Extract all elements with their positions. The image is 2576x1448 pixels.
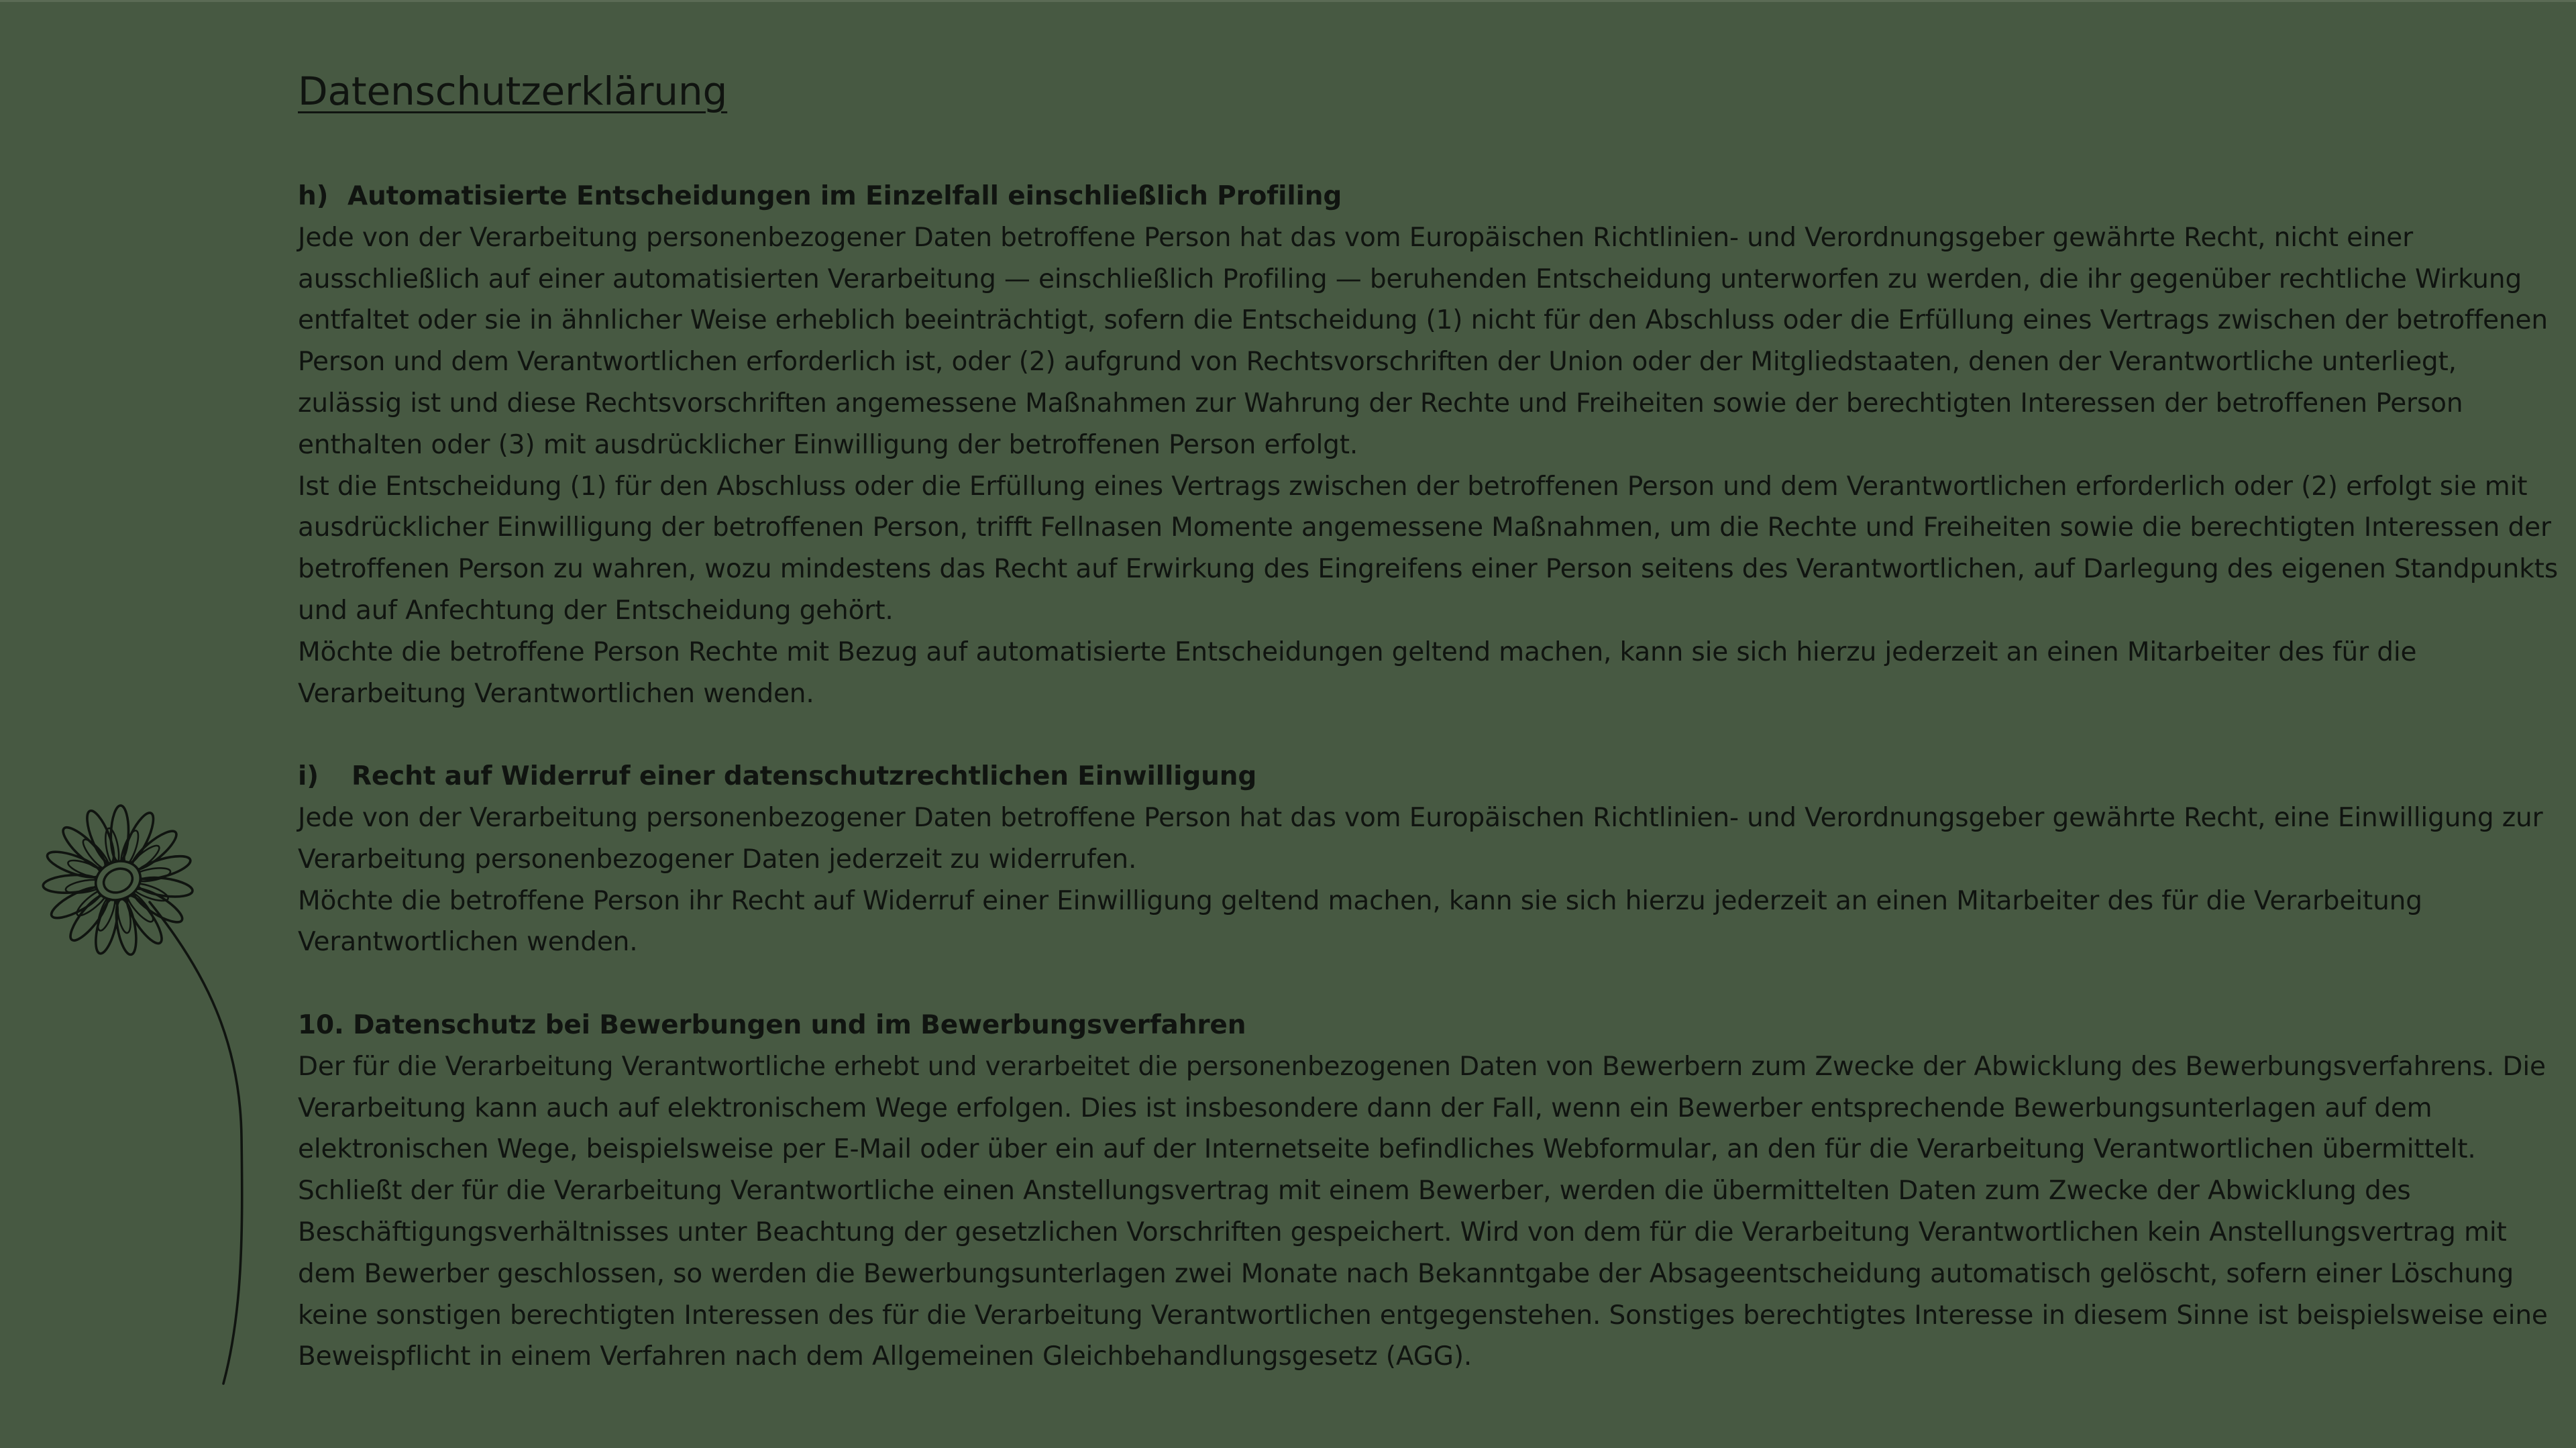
daisy-flower-icon — [39, 801, 254, 1392]
section-heading-text: Automatisierte Entscheidungen im Einzelfall einschließlich Profiling — [347, 181, 1342, 211]
section-heading: 10. Datenschutz bei Bewerbungen und im Bewerbungsverfahren — [298, 1009, 1246, 1040]
section-heading — [298, 176, 2565, 217]
section-automated-decisions — [298, 176, 2565, 714]
section-paragraph: Möchte die betroffene Person Rechte mit Bezug auf automatisierte Entscheidungen geltend machen, kann sie sich hierzu jederzeit an einen Mitarbeiter des für die Verarbeitung Verantwortlichen wenden. — [298, 636, 2417, 709]
section-heading-text: Recht auf Widerruf einer datenschutzrechtlichen Einwilligung — [352, 761, 1257, 792]
section-consent-withdrawal — [298, 756, 2565, 963]
section-applications — [298, 1005, 2565, 1378]
section-paragraph: Der für die Verarbeitung Verantwortliche erhebt und verarbeitet die personenbezogenen Daten von Bewerbern zum Zwecke der Abwicklung des Bewerbungsverfahrens. Die Verarbeitung kann auch auf elektronischem Wege erfolgen. Dies ist insbesondere dann der Fall, wenn ein Bewerber entsprechende Bewerbungsunterlagen auf dem elektronischen Wege, beispielsweise per E-Mail oder über ein auf der Internetseite befindliches Webformular, an den für die Verarbeitung Verantwortlichen übermittelt. Schließt der für die Verarbeitung Verantwortliche einen Anstellungsvertrag mit einem Bewerber, werden die übermittelten Daten zum Zwecke der Abwicklung des Beschäftigungsverhältnisses unter Beachtung der gesetzlichen Vorschriften gespeichert. Wird von dem für die Verarbeitung Verantwortlichen kein Anstellungsvertrag mit dem Bewerber geschlossen, so werden die Bewerbungsunterlagen zwei Monate nach Bekanntgabe der Absageentscheidung automatisch gelöscht, sofern einer Löschung keine sonstigen berechtigten Interessen des für die Verarbeitung Verantwortlichen entgegenstehen. Sonstiges berechtigtes Interesse in diesem Sinne ist beispielsweise eine Beweispflicht in einem Verfahren nach dem Allgemeinen Gleichbehandlungsgesetz (AGG). — [298, 1051, 2548, 1372]
section-paragraph: Jede von der Verarbeitung personenbezogener Daten betroffene Person hat das vom Europäischen Richtlinien- und Verordnungsgeber gewährte Recht, eine Einwilligung zur Verarbeitung personenbezogener Daten jederzeit zu widerrufen. — [298, 802, 2543, 875]
flower-stem — [150, 902, 242, 1384]
section-paragraph: Ist die Entscheidung (1) für den Abschluss oder die Erfüllung eines Vertrags zwischen der betroffenen Person und dem Verantwortlichen erforderlich oder (2) erfolgt sie mit ausdrücklicher Einwilligung der betroffenen Person, trifft Fellnasen Momente angemessene Maßnahmen, um die Rechte und Freiheiten sowie die berechtigten Interessen der betroffenen Person zu wahren, wozu mindestens das Recht auf Erwirkung des Eingreifens einer Person seitens des Verantwortlichen, auf Darlegung des eigenen Standpunkts und auf Anfechtung der Entscheidung gehört. — [298, 471, 2558, 626]
section-paragraph: Möchte die betroffene Person ihr Recht auf Widerruf einer Einwilligung geltend machen, kann sie sich hierzu jederzeit an einen Mitarbeiter des für die Verarbeitung Verantwortlichen wenden. — [298, 885, 2422, 958]
top-border-line — [0, 0, 2576, 2]
section-marker: i) — [298, 761, 319, 792]
section-marker: h) — [298, 181, 329, 211]
section-paragraph: Jede von der Verarbeitung personenbezogener Daten betroffene Person hat das vom Europäischen Richtlinien- und Verordnungsgeber gewährte Recht, nicht einer ausschließlich auf einer automatisierten Verarbeitung — einschließlich Profiling — beruhenden Entscheidung unterworfen zu werden, die ihr gegenüber rechtliche Wirkung entfaltet oder sie in ähnlicher Weise erheblich beeinträchtigt, sofern die Entscheidung (1) nicht für den Abschluss oder die Erfüllung eines Vertrags zwischen der betroffenen Person und dem Verantwortlichen erforderlich ist, oder (2) aufgrund von Rechtsvorschriften der Union oder der Mitgliedstaaten, denen der Verantwortliche unterliegt, zulässig ist und diese Rechtsvorschriften angemessene Maßnahmen zur Wahrung der Rechte und Freiheiten sowie der berechtigten Interessen der betroffenen Person enthalten oder (3) mit ausdrücklicher Einwilligung der betroffenen Person erfolgt. — [298, 222, 2548, 460]
page-title: Datenschutzerklärung — [298, 68, 728, 114]
privacy-policy-content — [298, 64, 2565, 1378]
flower-head — [39, 801, 217, 979]
section-heading — [298, 756, 2565, 797]
